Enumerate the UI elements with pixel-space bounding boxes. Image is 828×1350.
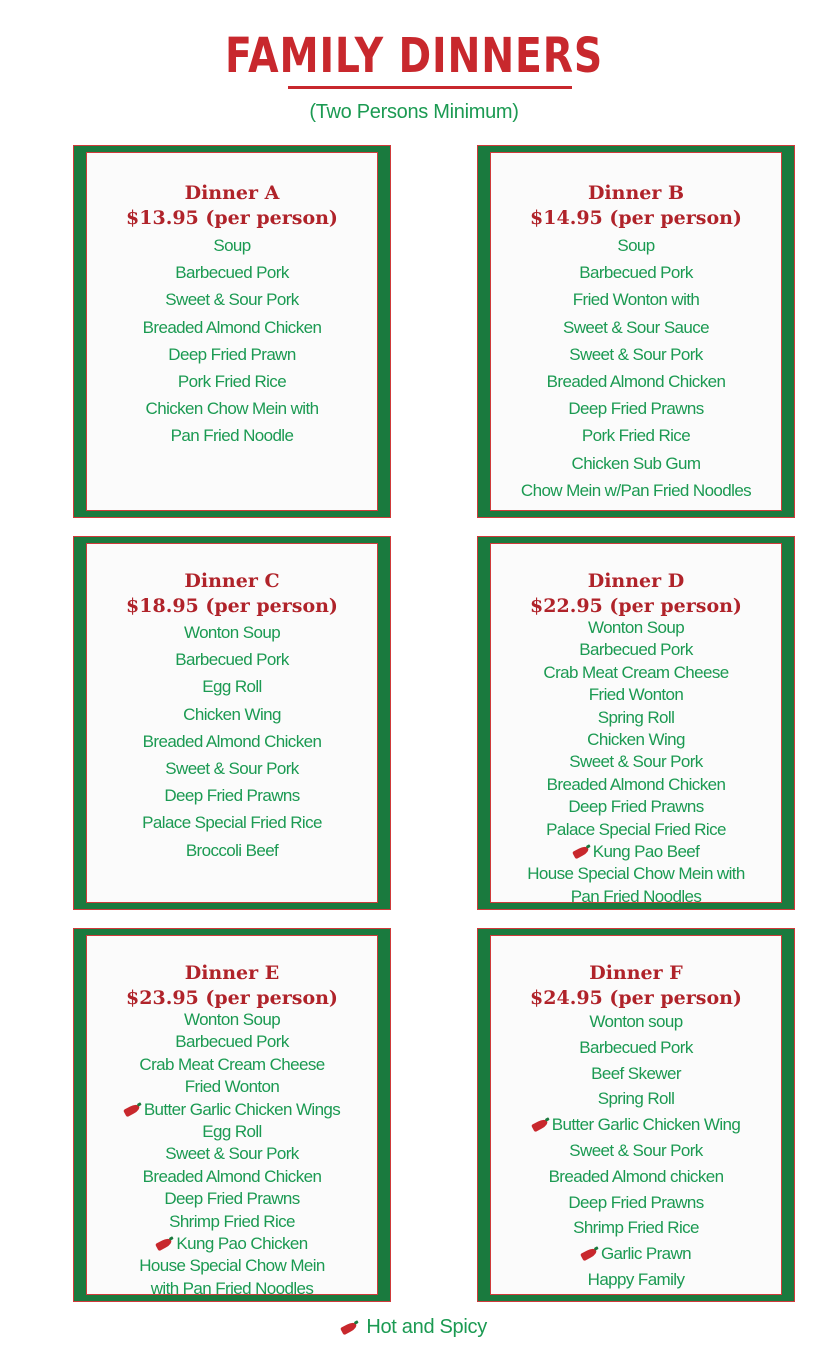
menu-item-label: Fried Wonton with (572, 290, 700, 310)
menu-item-label: Chicken Chow Mein with (145, 399, 319, 419)
menu-item-label: Breaded Almond Chicken (142, 731, 322, 751)
menu-item-label: Crab Meat Cream Cheese (543, 662, 729, 682)
menu-item-label: Chow Mein w/Pan Fried Noodles (520, 480, 752, 500)
menu-item (87, 1188, 377, 1210)
menu-item-label: Chicken Wing (587, 730, 685, 750)
menu-item (87, 809, 377, 836)
menu-item (87, 259, 377, 286)
dinner-card (73, 928, 391, 1302)
menu-item-label: Wonton Soup (183, 623, 281, 642)
menu-item (491, 368, 781, 395)
menu-item-label: Wonton Soup (587, 618, 685, 637)
menu-item-label: Palace Special Fried Rice (546, 819, 726, 839)
menu-item-label: Kung Pao Beef (592, 842, 700, 862)
menu-item (491, 1164, 781, 1190)
menu-item-label: Pork Fried Rice (177, 372, 287, 392)
menu-item (491, 1267, 781, 1293)
menu-item-label: Deep Fried Prawns (568, 1192, 704, 1212)
dinner-price: $23.95 (per person) (126, 987, 338, 1009)
menu-item (491, 341, 781, 368)
chili-pepper-icon (572, 845, 590, 860)
menu-item (87, 368, 377, 395)
menu-item-label: Crab Meat Cream Cheese (139, 1054, 325, 1074)
menu-item-label: Barbecued Pork (175, 650, 289, 670)
menu-item-label: Deep Fried Prawns (164, 1189, 300, 1209)
menu-item-label: Fried Wonton (588, 685, 684, 705)
title-underline (288, 86, 572, 89)
menu-item-label: Sweet & Sour Sauce (562, 317, 710, 337)
menu-item (87, 619, 377, 646)
menu-item (491, 841, 781, 863)
dinner-card (477, 928, 795, 1302)
menu-item-label: Barbecued Pork (175, 263, 289, 283)
dinner-item-list (491, 617, 781, 908)
dinner-card (477, 145, 795, 518)
menu-item-label: Shrimp Fried Rice (169, 1211, 295, 1231)
menu-item-label: Barbecued Pork (579, 640, 693, 660)
menu-item-label: Beef Skewer (591, 1063, 681, 1083)
menu-item-label: House Special Chow Mein with (527, 864, 745, 884)
menu-item (491, 477, 781, 504)
legend (0, 1314, 828, 1340)
menu-item (491, 1138, 781, 1164)
menu-item-label: Sweet & Sour Pork (165, 1144, 299, 1164)
menu-item-label: Pork Fried Rice (581, 426, 691, 446)
menu-item-label: Breaded Almond chicken (548, 1166, 724, 1186)
menu-item (87, 314, 377, 341)
menu-item (491, 286, 781, 313)
menu-item (87, 728, 377, 755)
dinner-price: $13.95 (per person) (126, 207, 338, 229)
menu-item-label: Soup (617, 236, 655, 255)
menu-item (87, 673, 377, 700)
menu-item (491, 232, 781, 259)
menu-item (87, 422, 377, 449)
menu-item-label: Happy Family (587, 1269, 685, 1289)
dinner-card-panel (490, 935, 782, 1295)
menu-item (87, 1166, 377, 1188)
menu-item-label: Sweet & Sour Pork (165, 290, 299, 310)
menu-item (491, 1009, 781, 1035)
menu-item-label: Deep Fried Prawns (568, 399, 704, 419)
menu-item (491, 707, 781, 729)
page-title: FAMILY DINNERS (224, 28, 604, 84)
dinner-price: $14.95 (per person) (530, 207, 742, 229)
dinner-name: Dinner C (184, 570, 280, 592)
menu-item (87, 1211, 377, 1233)
menu-item-label: Egg Roll (202, 677, 262, 697)
menu-item (491, 395, 781, 422)
menu-item-label: Soup (213, 236, 251, 255)
dinner-name: Dinner E (184, 962, 280, 984)
menu-item (87, 1255, 377, 1277)
menu-item (87, 1121, 377, 1143)
menu-item (491, 863, 781, 885)
menu-item-label: Shrimp Fried Rice (573, 1218, 699, 1238)
dinner-price: $18.95 (per person) (126, 595, 338, 617)
menu-item (87, 1031, 377, 1053)
menu-item-label: Breaded Almond Chicken (546, 372, 726, 392)
dinner-card (73, 536, 391, 910)
menu-item (491, 314, 781, 341)
menu-item (491, 1241, 781, 1267)
dinner-item-list (87, 1009, 377, 1300)
menu-item (87, 782, 377, 809)
menu-item-label: Chicken Wing (183, 704, 281, 724)
dinner-name: Dinner F (589, 962, 683, 984)
menu-item-label: Egg Roll (202, 1122, 262, 1142)
menu-item-label: Garlic Prawn (600, 1244, 692, 1264)
menu-item-label: Fried Wonton (184, 1077, 280, 1097)
menu-item-label: Sweet & Sour Pork (569, 752, 703, 772)
menu-item (491, 1112, 781, 1138)
legend-label: Hot and Spicy (366, 1316, 487, 1338)
menu-item-label: Sweet & Sour Pork (165, 759, 299, 779)
chili-pepper-icon (580, 1247, 598, 1262)
menu-item (87, 286, 377, 313)
menu-item (87, 1278, 377, 1300)
dinner-item-list (491, 232, 781, 504)
menu-item (87, 755, 377, 782)
menu-item-label: Butter Garlic Chicken Wing (551, 1115, 741, 1135)
menu-item-label: Butter Garlic Chicken Wings (143, 1099, 341, 1119)
menu-item (491, 259, 781, 286)
menu-item-label: Broccoli Beef (185, 840, 279, 860)
chili-pepper-icon (155, 1237, 173, 1252)
dinner-item-list (491, 1009, 781, 1293)
dinner-item-list (87, 232, 377, 450)
menu-item (491, 450, 781, 477)
dinner-card (73, 145, 391, 518)
dinner-card-panel (490, 152, 782, 511)
menu-item (87, 646, 377, 673)
menu-item (491, 1190, 781, 1216)
menu-item (491, 729, 781, 751)
menu-item (491, 1061, 781, 1087)
dinner-name: Dinner A (184, 182, 280, 204)
menu-item-label: Pan Fried Noodle (170, 426, 294, 446)
menu-item (87, 1099, 377, 1121)
dinner-price: $24.95 (per person) (530, 987, 742, 1009)
menu-item (87, 395, 377, 422)
menu-item (491, 1035, 781, 1061)
chili-pepper-icon (531, 1118, 549, 1133)
dinner-card-panel (86, 152, 378, 511)
menu-item-label: Breaded Almond Chicken (546, 774, 726, 794)
menu-item (491, 662, 781, 684)
menu-item-label: with Pan Fried Noodles (150, 1278, 314, 1298)
page-subtitle: (Two Persons Minimum) (309, 101, 519, 123)
menu-item (491, 1215, 781, 1241)
menu-item (491, 684, 781, 706)
menu-item (491, 422, 781, 449)
menu-item (87, 232, 377, 259)
dinner-card (477, 536, 795, 910)
menu-item-label: Deep Fried Prawns (164, 786, 300, 806)
menu-item-label: Chicken Sub Gum (571, 453, 701, 473)
menu-item (87, 837, 377, 864)
menu-item (87, 341, 377, 368)
menu-item-label: Deep Fried Prawn (168, 344, 296, 364)
menu-item-label: Barbecued Pork (175, 1032, 289, 1052)
menu-item (87, 701, 377, 728)
menu-item-label: Sweet & Sour Pork (569, 1140, 703, 1160)
menu-item-label: Kung Pao Chicken (176, 1234, 308, 1254)
menu-item-label: Wonton Soup (183, 1010, 281, 1029)
menu-item-label: Breaded Almond Chicken (142, 317, 322, 337)
menu-item-label: Barbecued Pork (579, 263, 693, 283)
menu-item (491, 1086, 781, 1112)
menu-item-label: Breaded Almond Chicken (142, 1166, 322, 1186)
chili-pepper-icon (340, 1321, 358, 1336)
menu-item (491, 774, 781, 796)
menu-item (87, 1143, 377, 1165)
menu-item-label: House Special Chow Mein (139, 1256, 325, 1276)
dinner-card-panel (490, 543, 782, 906)
menu-item (491, 886, 781, 908)
dinner-name: Dinner B (587, 182, 685, 204)
menu-item-label: Wonton soup (589, 1012, 683, 1031)
menu-item-label: Deep Fried Prawns (568, 797, 704, 817)
menu-item (87, 1009, 377, 1031)
menu-item-label: Barbecued Pork (579, 1037, 693, 1057)
menu-item (491, 751, 781, 773)
dinner-card-panel (86, 543, 378, 903)
menu-item (87, 1233, 377, 1255)
menu-item (491, 617, 781, 639)
dinner-item-list (87, 619, 377, 864)
menu-item-label: Spring Roll (597, 1089, 675, 1109)
menu-item (491, 819, 781, 841)
dinner-price: $22.95 (per person) (530, 595, 742, 617)
menu-item (491, 796, 781, 818)
menu-item-label: Sweet & Sour Pork (569, 344, 703, 364)
menu-item-label: Pan Fried Noodles (570, 886, 702, 906)
menu-item-label: Spring Roll (597, 707, 675, 727)
menu-item (87, 1076, 377, 1098)
chili-pepper-icon (123, 1102, 141, 1117)
menu-item (491, 639, 781, 661)
dinner-card-panel (86, 935, 378, 1298)
dinner-name: Dinner D (587, 570, 685, 592)
menu-item (87, 1054, 377, 1076)
menu-item-label: Palace Special Fried Rice (142, 813, 322, 833)
